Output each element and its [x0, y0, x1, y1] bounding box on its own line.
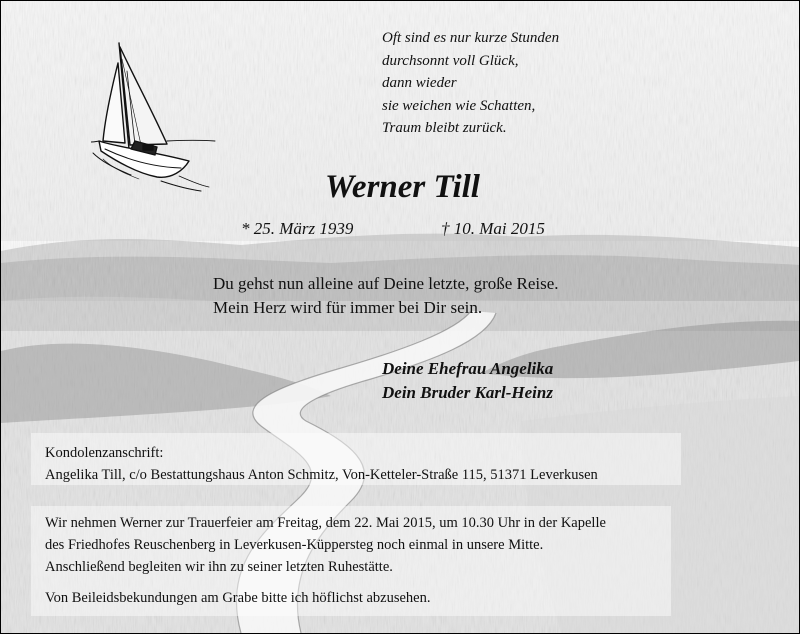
no-condolence-line: Von Beileidsbekundungen am Grabe bitte ich höflichst abzusehen.	[45, 590, 431, 606]
poem-line: sie weichen wie Schatten,	[382, 97, 536, 114]
deceased-name: Werner Till	[325, 169, 480, 205]
poem	[382, 27, 559, 140]
no-condolence-request	[45, 587, 431, 609]
condolence-address	[45, 442, 598, 486]
poem-line: Oft sind es nur kurze Stunden	[382, 30, 560, 46]
signer-wife: Deine Ehefrau Angelika	[382, 359, 554, 378]
poem-line: dann wieder	[382, 75, 457, 91]
mourners-signature	[382, 357, 553, 404]
farewell-line: Du gehst nun alleine auf Deine letzte, große Reise.	[213, 274, 559, 293]
farewell-line: Mein Herz wird für immer bei Dir sein.	[213, 297, 483, 317]
birth-date: * 25. März 1939	[241, 219, 354, 238]
funeral-line: Wir nehmen Werner zur Trauerfeier am Freitag, dem 22. Mai 2015, um 10.30 Uhr in der Kapelle	[45, 515, 606, 531]
condolence-address-line: Angelika Till, c/o Bestattungshaus Anton Schmitz, Von-Ketteler-Straße 115, 51371 Leverkusen	[45, 467, 598, 483]
poem-line: durchsonnt voll Glück,	[382, 52, 519, 69]
funeral-line: des Friedhofes Reuschenberg in Leverkusen-Küppersteg noch einmal in unsere Mitte.	[45, 537, 544, 553]
poem-line: Traum bleibt zurück.	[382, 120, 507, 136]
farewell-message	[213, 272, 559, 319]
death-date: † 10. Mai 2015	[441, 219, 545, 238]
funeral-line: Anschließend begleiten wir ihn zu seiner letzten Ruhestätte.	[45, 559, 393, 575]
condolence-label: Kondolenzanschrift:	[45, 445, 164, 461]
funeral-notice	[45, 512, 606, 578]
signer-brother: Dein Bruder Karl-Heinz	[382, 382, 553, 402]
